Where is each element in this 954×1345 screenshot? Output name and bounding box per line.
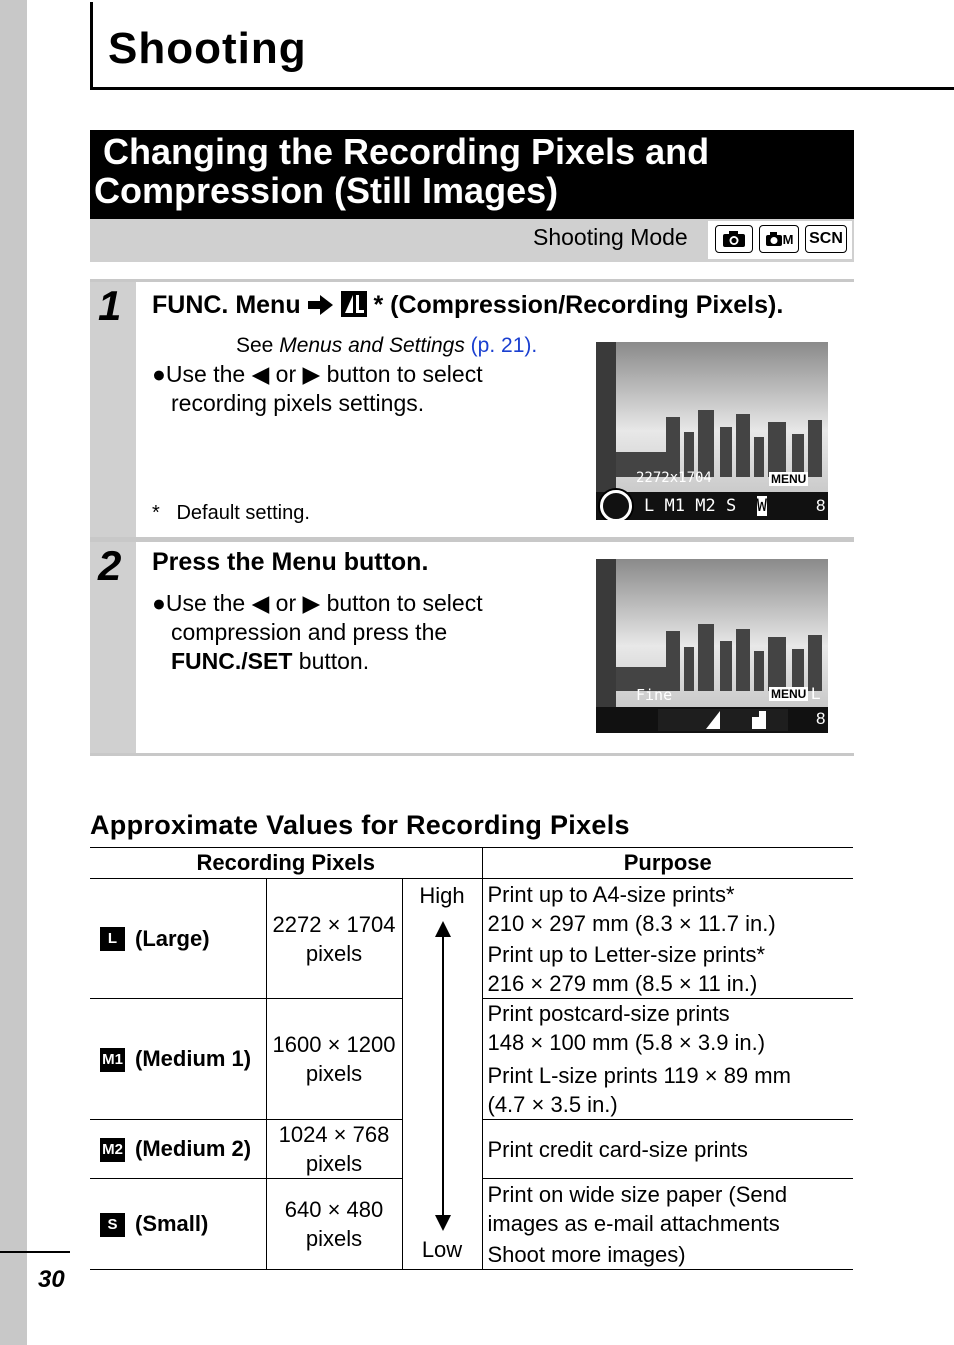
left-arrow-icon: ◀ (251, 590, 270, 616)
purpose-line: 210 × 297 mm (8.3 × 11.7 in.) (487, 910, 776, 936)
purpose-line: Print up to Letter-size prints* (487, 941, 766, 967)
camera-lcd-screenshot-1 (596, 342, 828, 520)
bullet-line-2: recording pixels settings. (171, 390, 425, 416)
lcd-shot-count: 8 (816, 496, 826, 515)
page-link[interactable]: (p. 21) (470, 334, 532, 357)
lcd-strip-w: W (756, 496, 767, 516)
purpose-line: Print on wide size paper (Send (487, 1181, 788, 1207)
step-2-number: 2 (98, 542, 122, 589)
bullet-text-b: or (269, 361, 303, 387)
page-title: Shooting (108, 24, 307, 73)
purpose-line: Shoot more images) (487, 1241, 686, 1267)
purpose-line: Print L-size prints 119 × 89 mm (487, 1063, 791, 1088)
step-1-heading (152, 291, 783, 320)
lcd-menu-tag: MENU (771, 687, 807, 701)
camera-icon (715, 225, 753, 253)
see-end: . (531, 334, 538, 357)
bullet-text-a: Use the (165, 361, 252, 387)
lcd-strip-l: L (644, 496, 655, 516)
purpose-line: (4.7 × 3.5 in.) (487, 1092, 618, 1117)
lcd-quality: Fine (636, 686, 673, 704)
lcd-highlight-circle (600, 490, 632, 520)
lcd-strip-m2: M2 (695, 496, 716, 516)
bullet-text-a: Use the (165, 590, 252, 616)
pixels-cell (266, 999, 402, 1120)
footnote (152, 499, 310, 528)
size-badge-large: L (100, 927, 125, 951)
lcd-menu-tag: MENU (771, 472, 807, 486)
section-heading: Approximate Values for Recording Pixels (90, 810, 630, 840)
quality-scale-cell (402, 879, 482, 1270)
size-badge-medium-2: M2 (100, 1138, 125, 1162)
step-2 (90, 539, 854, 756)
purpose-line: 148 × 100 mm (5.8 × 3.9 in.) (487, 1030, 766, 1055)
shooting-mode-icons (708, 221, 852, 259)
lcd-resolution: 2272x1704 (636, 470, 712, 486)
header-purpose: Purpose (482, 848, 853, 879)
pixels-value: 2272 × 1704 (272, 911, 396, 937)
step-1 (90, 279, 854, 540)
lcd-size-indicator: L (811, 684, 821, 703)
lcd-size-strip (644, 496, 767, 516)
step-1-bullet (152, 360, 483, 418)
left-arrow-icon: ◀ (251, 361, 270, 387)
compression-icon (341, 291, 367, 317)
bullet-dot-icon: ● (152, 361, 166, 387)
size-name: (Medium 1) (135, 1046, 252, 1072)
purpose-line: images as e-mail attachments (487, 1210, 780, 1236)
size-cell (90, 1179, 266, 1270)
purpose-line: Print postcard-size prints (487, 1001, 730, 1026)
title-rule-vertical (90, 2, 93, 90)
footnote-text: Default setting. (176, 502, 310, 524)
shooting-mode-label: Shooting Mode (533, 224, 688, 250)
bullet-text-c: button to select (320, 590, 483, 616)
recording-pixels-table (90, 847, 853, 1270)
step-2-bullet (152, 589, 483, 676)
pixels-cell (266, 1179, 402, 1270)
purpose-cell (482, 879, 853, 999)
pixels-value: 1600 × 1200 (272, 1032, 396, 1057)
pixels-value: 640 × 480 (284, 1197, 384, 1222)
pixels-unit: pixels (305, 1151, 363, 1176)
bullet-dot-icon: ● (152, 590, 166, 616)
see-reference (236, 331, 537, 360)
pixels-unit: pixels (305, 1226, 363, 1251)
banner-line-1: Changing the Recording Pixels and (103, 131, 710, 172)
size-cell (90, 879, 266, 999)
pixels-cell (266, 879, 402, 999)
bullet-line-2: compression and press the (171, 619, 448, 645)
size-badge-small: S (100, 1213, 125, 1237)
table-row (90, 879, 853, 999)
title-rule-horizontal (90, 87, 954, 90)
purpose-line: Print credit card-size prints (487, 1136, 748, 1162)
purpose-line: 216 × 279 mm (8.5 × 11 in.) (487, 970, 758, 996)
purpose-cell (482, 1179, 853, 1270)
lcd-strip-m1: M1 (664, 496, 685, 516)
pixels-unit: pixels (305, 940, 363, 966)
func-set-label: FUNC./SET (171, 648, 293, 674)
banner-line-2: Compression (Still Images) (94, 170, 559, 211)
manual-camera-icon (759, 225, 799, 253)
left-margin-bar (0, 0, 27, 1345)
purpose-cell (482, 1120, 853, 1179)
section-banner (90, 130, 854, 219)
footnote-mark: * (152, 502, 160, 524)
scale-arrow-icon (433, 921, 453, 1231)
step-1-number: 1 (98, 282, 122, 329)
bullet-text-b: or (269, 590, 303, 616)
size-name: (Large) (135, 926, 210, 952)
func-menu-label: FUNC. Menu (152, 291, 301, 319)
arrow-right-icon (308, 294, 334, 316)
right-arrow-icon: ▶ (302, 590, 321, 616)
manual-mode-letter: M (782, 231, 794, 247)
step-2-heading: Press the Menu button. (152, 548, 429, 576)
purpose-line: Print up to A4-size prints* (487, 881, 735, 907)
size-cell (90, 999, 266, 1120)
scene-icon: SCN (805, 225, 847, 253)
camera-lcd-screenshot-2 (596, 559, 828, 733)
bullet-line-3-rest: button. (292, 648, 370, 674)
see-prefix: See (236, 334, 280, 357)
table-header-row (90, 848, 853, 879)
size-badge-medium-1: M1 (100, 1048, 125, 1072)
page-number: 30 (38, 1266, 65, 1293)
scale-low: Low (421, 1237, 463, 1262)
pixels-value: 1024 × 768 (278, 1122, 390, 1147)
purpose-cell (482, 999, 853, 1120)
step-1-heading-rest: * (Compression/Recording Pixels). (373, 291, 784, 319)
size-cell (90, 1120, 266, 1179)
lcd-strip-s: S (725, 496, 737, 516)
pixels-cell (266, 1120, 402, 1179)
pixels-unit: pixels (305, 1061, 363, 1086)
right-arrow-icon: ▶ (302, 361, 321, 387)
lcd-shot-count: 8 (816, 709, 826, 728)
header-recording-pixels: Recording Pixels (90, 848, 482, 879)
scale-high: High (419, 883, 465, 908)
bullet-text-c: button to select (320, 361, 483, 387)
see-title: Menus and Settings (279, 334, 465, 357)
page-number-rule (0, 1251, 70, 1253)
size-name: (Medium 2) (135, 1136, 252, 1162)
size-name: (Small) (135, 1211, 209, 1237)
